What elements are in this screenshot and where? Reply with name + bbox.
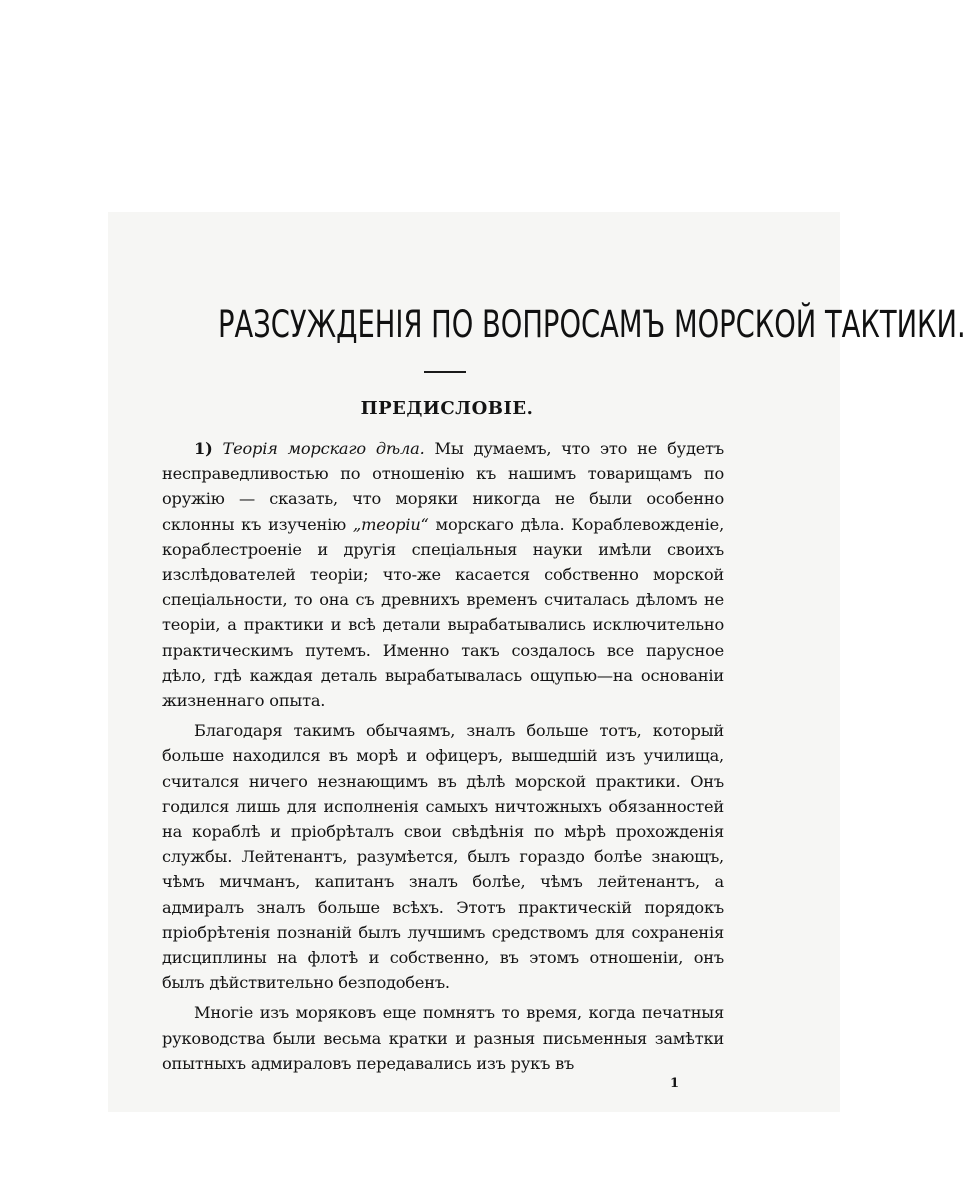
page-number: 1 — [670, 1076, 680, 1091]
title-divider — [424, 371, 466, 373]
section-heading: ПРЕДИСЛОВІЕ. — [360, 398, 534, 419]
paragraph-3: Многіе изъ моряковъ еще помнятъ то время, когда печатныя руководства были весьма кратки и разныя письменныя замѣтки опытныхъ адмираловъ передавались изъ рукъ въ — [162, 1003, 724, 1073]
paragraph-italic-lead: Теорія морскаго дѣла. — [222, 439, 425, 458]
paragraph-number: 1) — [194, 439, 213, 458]
paragraph-1-text: Мы думаемъ, что это не будетъ несправедливостью по отношенію къ нашимъ товарищамъ по оружію — сказать, что моряки никогда не были особенно склонны къ изученію — [162, 439, 724, 534]
page-title: РАЗСУЖДЕНІЯ ПО ВОПРОСАМЪ МОРСКОЙ ТАКТИКИ. — [218, 303, 966, 346]
paragraph-1-text-after: морскаго дѣла. Кораблевожденіе, кораблестроеніе и другія спеціальныя науки имѣли своихъ изслѣдователей теоріи; что-же касается собственно морской спеціальности, то она съ древнихъ временъ считалась дѣломъ не теоріи, а практики и всѣ детали вырабатывались исключительно практическимъ путемъ. Именно такъ создалось все парусное дѣло, гдѣ каждая деталь вырабатывалась ощупью—на основаніи жизненнаго опыта. — [162, 514, 725, 711]
paragraph-1 — [162, 436, 724, 713]
paragraph-2: Благодаря такимъ обычаямъ, зналъ больше тотъ, который больше находился въ морѣ и офицеръ, вышедшій изъ училища, считался ничего незнающимъ въ дѣлѣ морской практики. Онъ годился лишь для исполненія самыхъ ничтожныхъ обязанностей на кораблѣ и пріобрѣталъ свои свѣдѣнія по мѣрѣ прохожденія службы. Лейтенантъ, разумѣется, былъ гораздо болѣе знающъ, чѣмъ мичманъ, капитанъ зналъ болѣе, чѣмъ лейтенантъ, а адмиралъ зналъ больше всѣхъ. Этотъ практическій порядокъ пріобрѣтенія познаній былъ лучшимъ средствомъ для сохраненія дисциплины на флотѣ и собственно, въ этомъ отношеніи, онъ былъ дѣйствительно безподобенъ. — [162, 721, 724, 993]
paragraph-italic-word: „теоріи“ — [352, 514, 429, 534]
body-text — [162, 436, 724, 1081]
